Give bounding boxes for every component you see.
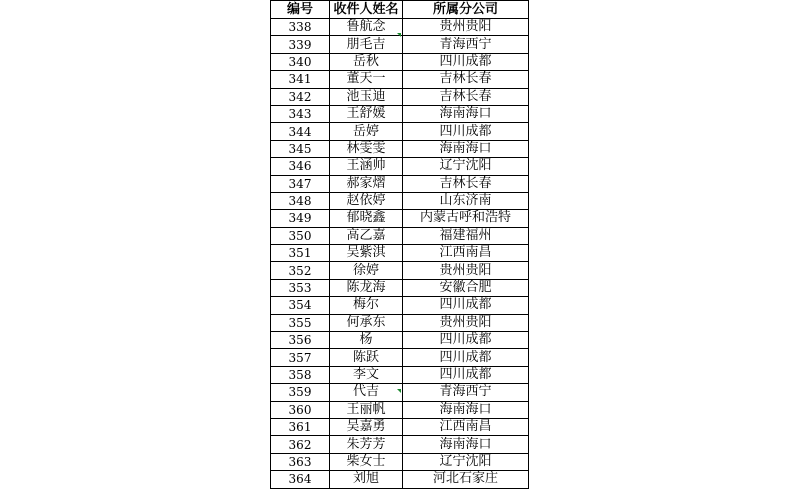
branch-cell[interactable]: 贵州贵阳 — [403, 262, 529, 279]
recipient-name-cell[interactable]: 柴女士 — [330, 453, 403, 470]
recipient-name-cell[interactable]: 刘旭 — [330, 471, 403, 488]
branch-cell[interactable]: 辽宁沈阳 — [403, 453, 529, 470]
recipient-name-cell[interactable]: 杨 — [330, 332, 403, 349]
recipient-table — [270, 0, 529, 489]
id-cell[interactable]: 353 — [271, 279, 330, 296]
recipient-name-cell[interactable]: 代吉 — [330, 384, 403, 401]
table-row — [271, 453, 529, 470]
header-branch[interactable]: 所属分公司 — [403, 1, 529, 19]
recipient-name-cell[interactable]: 郝家熠 — [330, 175, 403, 192]
table-row — [271, 192, 529, 209]
branch-cell[interactable]: 四川成都 — [403, 349, 529, 366]
branch-cell[interactable]: 青海西宁 — [403, 384, 529, 401]
table-row — [271, 71, 529, 88]
id-cell[interactable]: 355 — [271, 314, 330, 331]
table-row — [271, 227, 529, 244]
id-cell[interactable]: 349 — [271, 210, 330, 227]
table-row — [271, 314, 529, 331]
branch-cell[interactable]: 福建福州 — [403, 227, 529, 244]
recipient-name-cell[interactable]: 鲁航念 — [330, 19, 403, 36]
branch-cell[interactable]: 江西南昌 — [403, 418, 529, 435]
table-row — [271, 332, 529, 349]
id-cell[interactable]: 347 — [271, 175, 330, 192]
recipient-name-cell[interactable]: 赵依婷 — [330, 192, 403, 209]
branch-cell[interactable]: 内蒙古呼和浩特 — [403, 210, 529, 227]
header-id[interactable]: 编号 — [271, 1, 330, 19]
branch-cell[interactable]: 山东济南 — [403, 192, 529, 209]
recipient-name-cell[interactable]: 林雯雯 — [330, 140, 403, 157]
branch-cell[interactable]: 海南海口 — [403, 401, 529, 418]
id-cell[interactable]: 341 — [271, 71, 330, 88]
branch-cell[interactable]: 青海西宁 — [403, 36, 529, 53]
id-cell[interactable]: 352 — [271, 262, 330, 279]
recipient-name-cell[interactable]: 郁晓鑫 — [330, 210, 403, 227]
branch-cell[interactable]: 河北石家庄 — [403, 471, 529, 488]
table-row — [271, 88, 529, 105]
branch-cell[interactable]: 吉林长春 — [403, 175, 529, 192]
table-row — [271, 349, 529, 366]
recipient-name-cell[interactable]: 王舒媛 — [330, 105, 403, 122]
id-cell[interactable]: 363 — [271, 453, 330, 470]
table-row — [271, 262, 529, 279]
table-body — [271, 19, 529, 489]
branch-cell[interactable]: 海南海口 — [403, 105, 529, 122]
recipient-name-cell[interactable]: 陈跃 — [330, 349, 403, 366]
table-row — [271, 297, 529, 314]
recipient-name-cell[interactable]: 吴嘉勇 — [330, 418, 403, 435]
table-row — [271, 140, 529, 157]
id-cell[interactable]: 356 — [271, 332, 330, 349]
recipient-name-cell[interactable]: 徐婷 — [330, 262, 403, 279]
id-cell[interactable]: 351 — [271, 245, 330, 262]
branch-cell[interactable]: 江西南昌 — [403, 245, 529, 262]
id-cell[interactable]: 343 — [271, 105, 330, 122]
table-row — [271, 158, 529, 175]
table-row — [271, 436, 529, 453]
branch-cell[interactable]: 四川成都 — [403, 366, 529, 383]
recipient-name-cell[interactable]: 何承东 — [330, 314, 403, 331]
branch-cell[interactable]: 四川成都 — [403, 123, 529, 140]
header-row — [271, 1, 529, 19]
recipient-name-cell[interactable]: 李文 — [330, 366, 403, 383]
recipient-name-cell[interactable]: 岳婷 — [330, 123, 403, 140]
branch-cell[interactable]: 四川成都 — [403, 332, 529, 349]
table-row — [271, 418, 529, 435]
id-cell[interactable]: 354 — [271, 297, 330, 314]
recipient-name-cell[interactable]: 朋毛吉 — [330, 36, 403, 53]
table-row — [271, 123, 529, 140]
recipient-name-cell[interactable]: 梅尔 — [330, 297, 403, 314]
recipient-name-cell[interactable]: 董天一 — [330, 71, 403, 88]
id-cell[interactable]: 346 — [271, 158, 330, 175]
branch-cell[interactable]: 吉林长春 — [403, 71, 529, 88]
recipient-name-cell[interactable]: 王涵帅 — [330, 158, 403, 175]
id-cell[interactable]: 360 — [271, 401, 330, 418]
table-row — [271, 210, 529, 227]
id-cell[interactable]: 362 — [271, 436, 330, 453]
id-cell[interactable]: 348 — [271, 192, 330, 209]
id-cell[interactable]: 339 — [271, 36, 330, 53]
recipient-name-cell[interactable]: 高乙嘉 — [330, 227, 403, 244]
id-cell[interactable]: 361 — [271, 418, 330, 435]
header-recipient-name[interactable]: 收件人姓名 — [330, 1, 403, 19]
id-cell[interactable]: 358 — [271, 366, 330, 383]
table-row — [271, 36, 529, 53]
branch-cell[interactable]: 海南海口 — [403, 436, 529, 453]
cell-comment-marker — [397, 33, 401, 37]
id-cell[interactable]: 364 — [271, 471, 330, 488]
branch-cell[interactable]: 海南海口 — [403, 140, 529, 157]
id-cell[interactable]: 338 — [271, 19, 330, 36]
recipient-name-cell[interactable]: 陈龙海 — [330, 279, 403, 296]
id-cell[interactable]: 342 — [271, 88, 330, 105]
table-row — [271, 279, 529, 296]
table-row — [271, 105, 529, 122]
table-row — [271, 245, 529, 262]
branch-cell[interactable]: 安徽合肥 — [403, 279, 529, 296]
id-cell[interactable]: 357 — [271, 349, 330, 366]
id-cell[interactable]: 344 — [271, 123, 330, 140]
recipient-name-cell[interactable]: 王丽帆 — [330, 401, 403, 418]
branch-cell[interactable]: 辽宁沈阳 — [403, 158, 529, 175]
cell-comment-marker — [397, 389, 401, 393]
recipient-name-cell[interactable]: 吴紫淇 — [330, 245, 403, 262]
id-cell[interactable]: 345 — [271, 140, 330, 157]
recipient-name-cell[interactable]: 岳秋 — [330, 53, 403, 70]
recipient-name-cell[interactable]: 池玉迪 — [330, 88, 403, 105]
table-row — [271, 401, 529, 418]
branch-cell[interactable]: 贵州贵阳 — [403, 314, 529, 331]
recipient-name-cell[interactable]: 朱芳芳 — [330, 436, 403, 453]
table-row — [271, 366, 529, 383]
id-cell[interactable]: 350 — [271, 227, 330, 244]
table-row — [271, 53, 529, 70]
id-cell[interactable]: 359 — [271, 384, 330, 401]
branch-cell[interactable]: 贵州贵阳 — [403, 19, 529, 36]
id-cell[interactable]: 340 — [271, 53, 330, 70]
branch-cell[interactable]: 四川成都 — [403, 53, 529, 70]
table-row — [271, 175, 529, 192]
spreadsheet-area — [270, 0, 528, 489]
branch-cell[interactable]: 吉林长春 — [403, 88, 529, 105]
table-row — [271, 471, 529, 488]
branch-cell[interactable]: 四川成都 — [403, 297, 529, 314]
